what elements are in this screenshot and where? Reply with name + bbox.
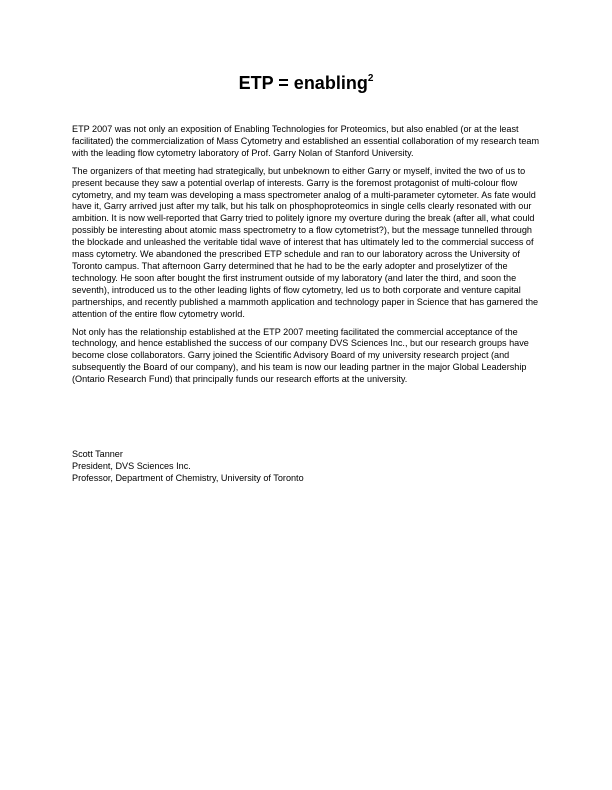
paragraph-3: Not only has the relationship established at the ETP 2007 meeting facilitated the commercial acceptance of the technology, and hence established the success of our company DVS Sciences Inc., but our research groups have become close collaborators. Garry joined the Scientific Advisory Board of my university research project (and subsequently the Board of our company), and his team is now our leading partner in the major Global Leadership (Ontario Research Fund) that principally funds our research efforts at the university. (72, 326, 529, 385)
title-text: ETP = enabling (238, 73, 368, 93)
signature-name: Scott Tanner (72, 449, 123, 459)
signature-block (72, 448, 542, 484)
signature-title-2: Professor, Department of Chemistry, University of Toronto (72, 473, 304, 483)
signature-title-1: President, DVS Sciences Inc. (72, 461, 191, 471)
body-text (72, 124, 542, 392)
paragraph-1: ETP 2007 was not only an exposition of Enabling Technologies for Proteomics, but also enabled (or at the least facilitated) the commercialization of Mass Cytometry and established an essential collaboration of my research team with the leading flow cytometry laboratory of Prof. Garry Nolan of Stanford University. (72, 124, 540, 158)
page-title (0, 72, 612, 94)
title-superscript: 2 (367, 73, 374, 84)
paragraph-2: The organizers of that meeting had strategically, but unbeknown to either Garry or myself, invited the two of us to present because they saw a potential overlap of interests. Garry is the foremost protagonist of multi-colour flow cytometry, and my team was developing a mass spectrometer analog of a multi-parameter cytometer. As fate would have it, Garry arrived just after my talk, but his talk on phosphoproteomics in single cells clearly resonated with our ambition. It is now well-reported that Garry tried to politely ignore my overture during the break (after all, what could possibly be interesting about atomic mass spectrometry to a flow cytometrist?), but the message tunnelled through the blockade and unleashed the veritable tidal wave of interest that has ultimately led to the commercial success of mass cytometry. We abandoned the prescribed ETP schedule and ran to our laboratory across the University of Toronto campus. That afternoon Garry determined that he had to be the early adopter and proselytizer of the technology. He soon after bought the first instrument outside of my laboratory (and later the third, and soon the seventh), introduced us to the other leading lights of flow cytometry, led us to both corporate and venture capital partnerships, and recently published a mammoth application and technology paper in Science that has garnered the attention of the entire flow cytometry world. (72, 165, 539, 319)
